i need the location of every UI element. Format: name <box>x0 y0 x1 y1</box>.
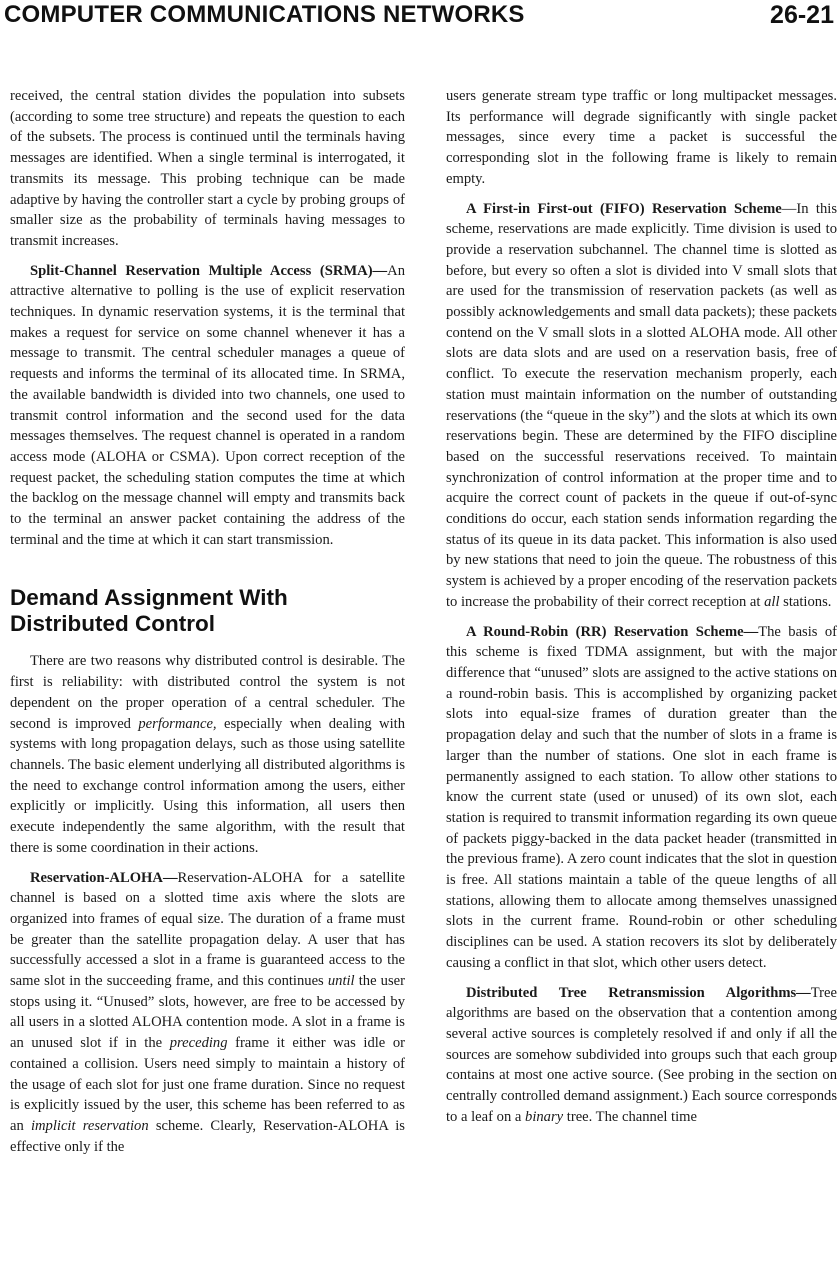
run-in-heading-tree: Distributed Tree Retransmission Algorithms— <box>466 984 811 1001</box>
run-in-heading-reservation-aloha: Reservation-ALOHA— <box>30 869 178 886</box>
run-in-heading-round-robin: A Round-Robin (RR) Reservation Scheme— <box>466 623 759 640</box>
run-in-heading-fifo: A First-in First-out (FIFO) Reservation Scheme <box>466 200 782 217</box>
page-header <box>0 0 840 36</box>
paragraph-reservation-aloha: Reservation-ALOHA—Reservation-ALOHA for a satellite channel is based on a slotted time axis where the slots are organized into frames of equal size. The duration of a frame must be greater than the satellite propagation delay. A user that has successfully accessed a slot in a frame is guaranteed access to the same slot in the succeeding frame, and this continues until the user stops using it. “Unused” slots, however, are free to be accessed by all users in a slotted ALOHA contention mode. A slot in a frame is an unused slot if in the preceding frame it either was idle or contained a collision. Users need simply to maintain a history of the usage of each slot for just one frame duration. Since no request is explicitly issued by the user, this scheme has been referred to as an implicit reservation scheme. Clearly, Reservation-ALOHA is effective only if the <box>10 869 405 1155</box>
left-column <box>10 86 405 1166</box>
paragraph-fifo-reservation: A First-in First-out (FIFO) Reservation Scheme—In this scheme, reservations are made explicitly. Time division is used to provide a reservation subchannel. The channel time is slotted as before, but every so often a slot is divided into V small slots that are used for the transmission of reservation packets (as well as possibly acknowledgements and small data packets); these packets contend on the V small slots in a slotted ALOHA mode. All other slots are data slots and are used on a reservation basis, free of conflict. To execute the reservation mechanism properly, each station must maintain information on the number of outstanding reservations (the “queue in the sky”) and the slots at which its own reservations begin. These are determined by the FIFO discipline based on the successful reservations received. To maintain synchronization of control information at the proper time and to acquire the correct count of packets in the queue if out-of-sync conditions do occur, each station sends information regarding the status of its queue in its data packet. This information is also used by new stations that need to join the queue. The robustness of this system is achieved by a proper encoding of the reservation packets to increase the probability of their correct reception at all stations. <box>446 200 838 610</box>
running-title: COMPUTER COMMUNICATIONS NETWORKS <box>4 1 525 28</box>
paragraph-srma: Split-Channel Reservation Multiple Access (SRMA)—An attractive alternative to polling is the use of explicit reservation techniques. In dynamic reservation systems, it is the terminal that makes a request for service on some channel whenever it has a message to transmit. The central scheduler manages a queue of requests and informs the terminal of its allocated time. In SRMA, the available bandwidth is divided into two channels, one used to transmit control information and the second used for the data messages themselves. The request channel is operated in a random access mode (ALOHA or CSMA). Upon correct reception of the request packet, the scheduling station computes the time at which the backlog on the message channel will empty and transmits back to the terminal an answer packet containing the address of the terminal and the time at which it can start transmission. <box>10 262 405 548</box>
paragraph-tree-algorithms: Distributed Tree Retransmission Algorithms—Tree algorithms are based on the observation that a contention among several active sources is completely resolved if and only if all the sources are somehow subdivided into groups such that each group contains at most one active source. (See probing in the section on centrally controlled demand assignment.) Each source corresponds to a leaf on a binary tree. The channel time <box>446 984 837 1125</box>
section-heading: Demand Assignment With Distributed Control <box>10 585 288 637</box>
page-number: 26-21 <box>770 1 834 29</box>
paragraph-round-robin: A Round-Robin (RR) Reservation Scheme—The basis of this scheme is fixed TDMA assignment, but with the major difference that “unused” slots are assigned to the active stations on a round-robin basis. This is accomplished by organizing packet slots into equal-size frames of duration greater than the propagation delay and such that the number of slots in a frame is larger than the number of stations. One slot in each frame is permanently assigned to each station. To allow other stations to know the current state (used or unused) of its own slot, each station is required to transmit information regarding its own queue of packets piggy-backed in the data packet header (transmitted in the previous frame). A zero count indicates that the slot in question is free. All stations maintain a table of the queue lengths of all stations, allowing them to allocate among themselves unassigned slots in the current frame. Round-robin or other scheduling disciplines can be used. A station recovers its slot by deliberately causing a conflict in that slot, which other users detect. <box>446 623 837 971</box>
paragraph-aloha-continuation: users generate stream type traffic or long multipacket messages. Its performance will degrade significantly with single packet messages, since every time a packet is successful the corresponding slot in the following frame is likely to remain empty. <box>446 88 837 187</box>
run-in-heading-srma: Split-Channel Reservation Multiple Access (SRMA)— <box>30 262 388 279</box>
paragraph-polling-continuation: received, the central station divides the population into subsets (according to some tree structure) and repeats the question to each of the subsets. The process is continued until the terminals having messages are identified. When a single terminal is interrogated, it transmits its message. This probing technique can be made adaptive by having the controller start a cycle by probing groups of smaller size as the probability of terminals having messages to transmit increases. <box>10 88 405 249</box>
paragraph-distributed-control: There are two reasons why distributed control is desirable. The first is reliability: with distributed control the system is not dependent on the proper operation of a central scheduler. The second is improved performance, especially when dealing with systems with long propagation delays, such as those using satellite channels. The basic element underlying all distributed algorithms is the need to exchange control information among the users, either explicitly or implicitly. Using this information, all users then execute independently the same algorithm, with the result that there is some coordination in their actions. <box>10 653 405 856</box>
right-column <box>446 86 837 1136</box>
